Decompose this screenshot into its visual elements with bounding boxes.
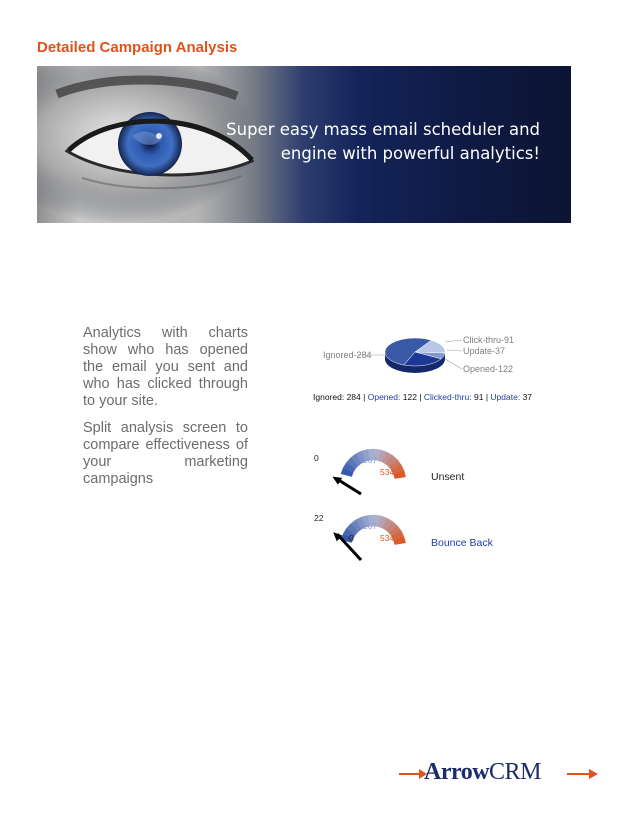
pie-label-ignored: Ignored-284 [323, 350, 372, 360]
unsent-gauge-svg [313, 434, 413, 504]
pie-label-opened: Opened-122 [463, 364, 514, 374]
logo-wordmark [424, 759, 541, 786]
legend-ignored-value: 284 [346, 392, 361, 402]
pie-label-click-thru: Click-thru-91 [463, 335, 515, 345]
bounce-gauge-mid: 267 [363, 521, 378, 531]
legend-update-label: Update: [490, 392, 521, 402]
analytics-description: Analytics with charts show who has opened the email you sent and who has clicked through to your site. [83, 325, 248, 409]
banner-headline-line1: Super easy mass email scheduler and [226, 120, 540, 139]
pie-legend [313, 392, 532, 402]
pie-leader-line [445, 359, 462, 369]
campaign-pie-chart [300, 326, 540, 386]
pie-leader-line [445, 340, 462, 342]
bounce-gauge-value: 22 [314, 513, 324, 523]
bounce-gauge-max: 534 [380, 533, 395, 543]
pie-label-update: Update-37 [463, 346, 506, 356]
bounce-back-gauge-svg [313, 500, 413, 570]
hero-banner [37, 66, 571, 223]
split-analysis-description: Split analysis screen to compare effectiveness of your marketing campaigns [83, 420, 248, 487]
unsent-gauge-max: 534 [380, 467, 395, 477]
unsent-gauge-mid: 267 [363, 455, 378, 465]
bounce-gauge-min: 0 [349, 533, 354, 543]
arrowcrm-logo [397, 758, 601, 790]
pie-leader-line [447, 350, 462, 351]
banner-headline-line2: engine with powerful analytics! [280, 144, 540, 163]
bounce-back-link[interactable]: Bounce Back [431, 537, 493, 549]
legend-ignored-label: Ignored: [313, 392, 345, 402]
legend-clicked-value: 91 [473, 392, 484, 402]
legend-separator: | [363, 392, 366, 402]
legend-opened-value: 122 [402, 392, 417, 402]
legend-opened-label: Opened: [367, 392, 401, 402]
legend-separator: | [485, 392, 489, 402]
logo-word-crm: CRM [489, 759, 541, 785]
unsent-gauge-title: Unsent [431, 471, 465, 483]
unsent-gauge-value: 0 [314, 453, 319, 463]
legend-clicked-label: Clicked-thru: [423, 392, 472, 402]
legend-separator: | [419, 392, 422, 402]
bounce-back-gauge [313, 500, 413, 570]
unsent-gauge [313, 434, 413, 504]
legend-update-value: 37 [522, 392, 533, 402]
logo-word-arrow: Arrow [424, 759, 490, 785]
page-title: Detailed Campaign Analysis [37, 39, 238, 56]
